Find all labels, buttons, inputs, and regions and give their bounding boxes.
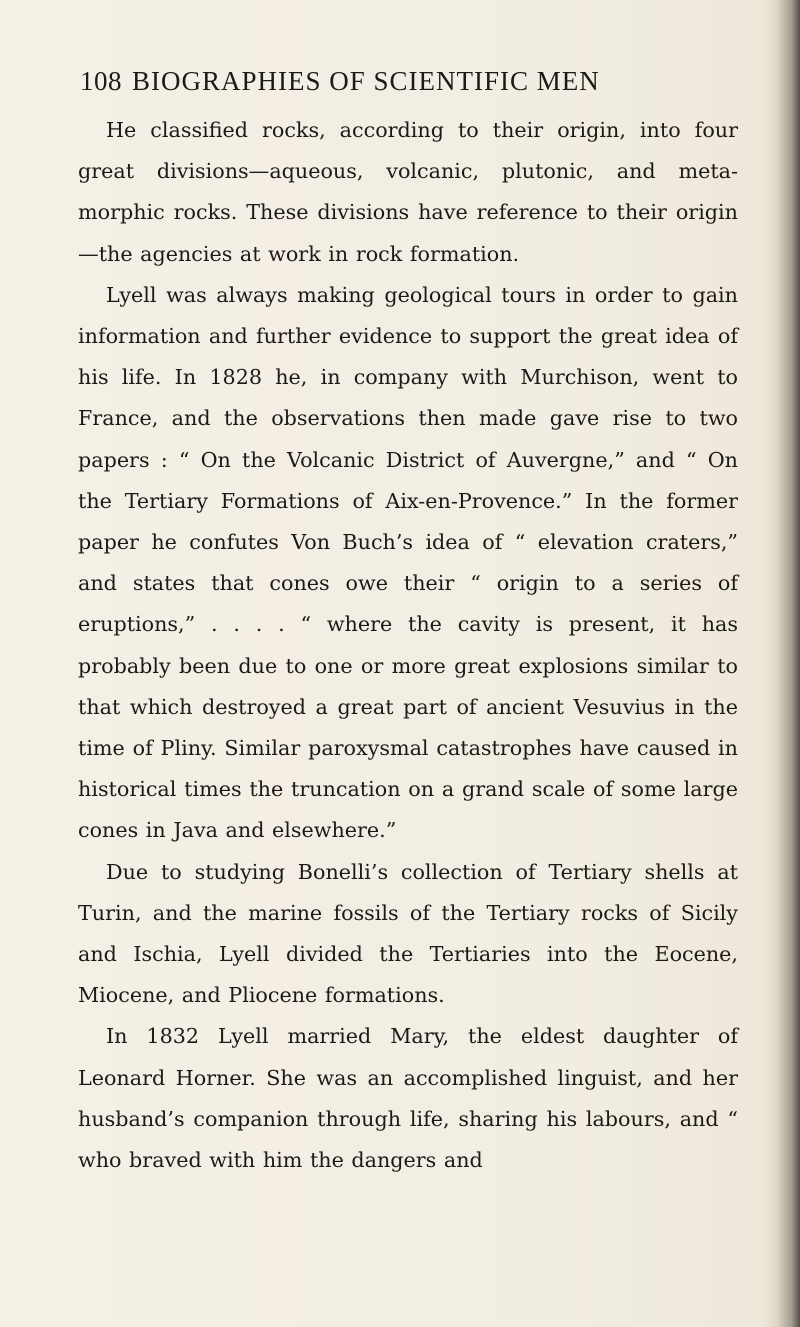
paragraph-rock-classification: He classified rocks, according to their origin, into four great divisions—aqueous, volcanic, plutonic, and meta-morphic rocks. These divisions have reference to their origin—the agencies at work in rock formation. (78, 118, 738, 266)
binding-shadow (766, 0, 800, 1327)
running-head: BIOGRAPHIES OF SCIENTIFIC MEN (132, 66, 600, 96)
paragraph-geological-tours: Lyell was always making geological tours in order to gain information and further evidence to support the great idea of his life. In 1828 he, in company with Murchison, went to France, and the observations then made gave rise to two papers : “ On the Volcanic District of Auvergne,” and “ On the Tertiary Formations of Aix-en-Provence.” In the former paper he confutes Von Buch’s idea of “ elevation craters,” and states that cones owe their “ origin to a series of eruptions,” . . . . “ where the cavity is present, it has probably been due to one or more great explosions similar to that which destroyed a great part of ancient Vesuvius in the time of Pliny. Similar paroxysmal catastrophes have caused in historical times the truncation on a grand scale of some large cones in Java and elsewhere.” (78, 282, 738, 843)
paragraph-tertiary-divisions: Due to studying Bonelli’s collection of Tertiary shells at Turin, and the marine fossils of the Tertiary rocks of Sicily and Ischia, Lyell divided the Tertiaries into the Eocene, Miocene, and Pliocene formations. (78, 859, 738, 1008)
page-number: 108 (80, 66, 122, 96)
paragraph-marriage: In 1832 Lyell married Mary, the eldest daughter of Leonard Horner. She was an accomplished linguist, and her husband’s companion through life, sharing his labours, and “ who braved with him the dangers and (78, 1024, 738, 1173)
page-header (80, 66, 720, 102)
body-text (78, 110, 738, 1181)
